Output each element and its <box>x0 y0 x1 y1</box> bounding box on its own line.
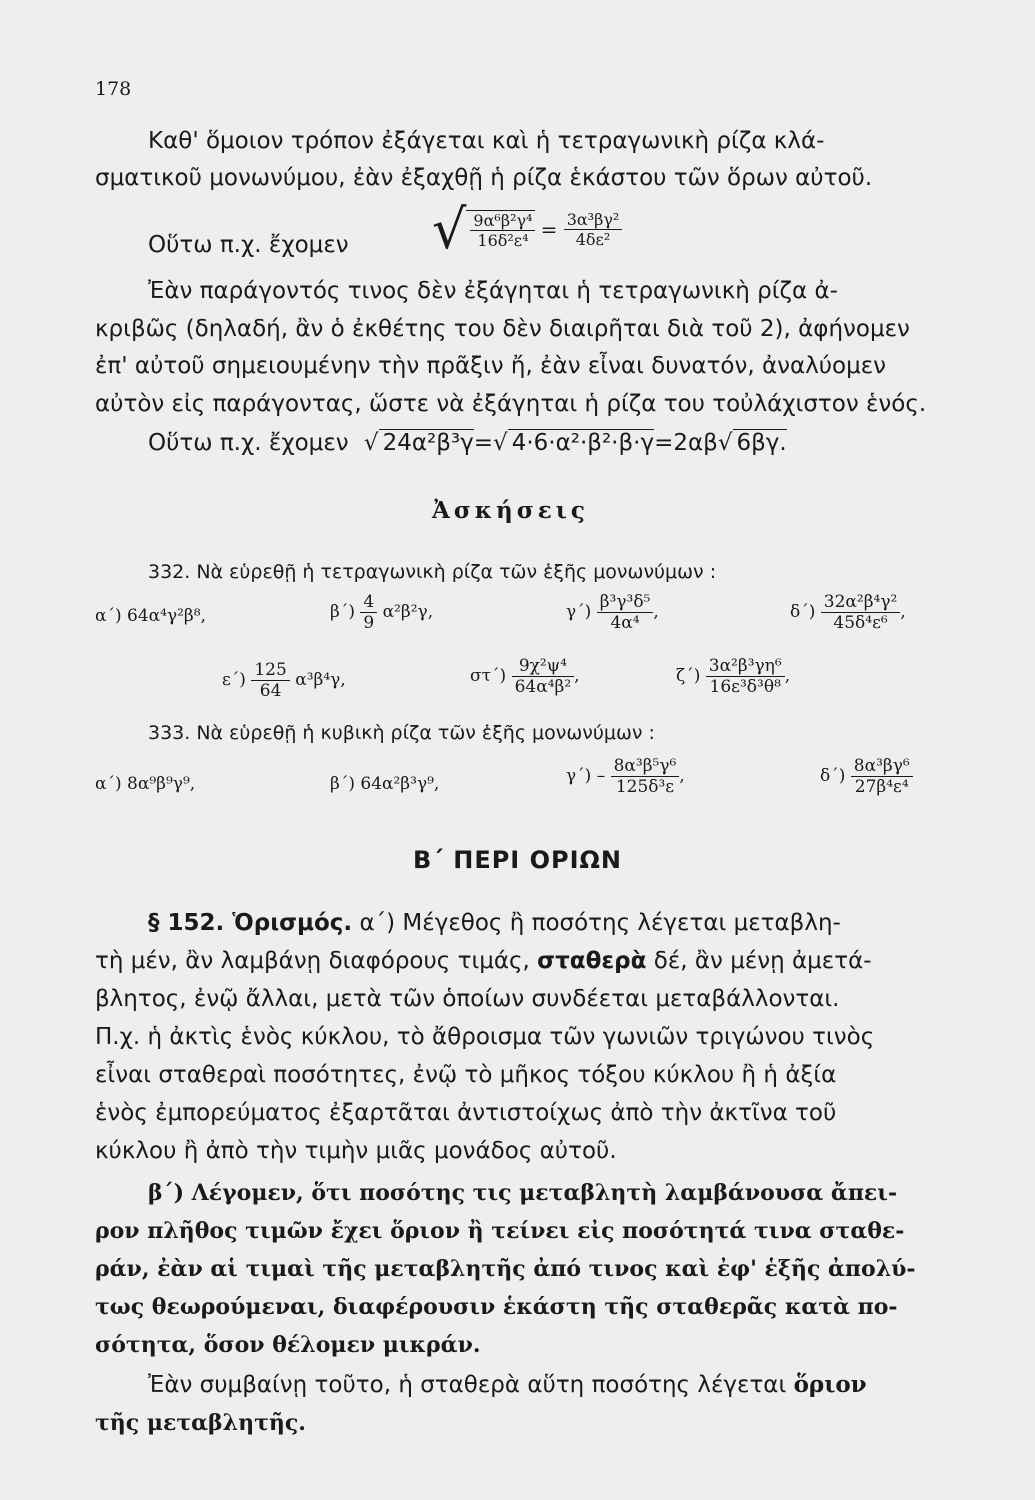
example-2-coefficient: =2αβ <box>654 430 718 456</box>
section-title: Β΄ ΠΕΡΙ ΟΡΙΩΝ <box>412 846 622 874</box>
item-tail: , <box>784 666 791 686</box>
exercise-332-d <box>790 592 906 633</box>
item-numerator: 8α³βγ⁶ <box>851 756 913 777</box>
limit-definition-line-5: σότητα, ὅσον θέλομεν μικράν. <box>95 1332 481 1358</box>
definition-line-3: βλητος, ἐνῷ ἄλλαι, μετὰ τῶν ὁποίων συνδέεται μεταβάλλονται. <box>95 986 840 1012</box>
closing-line-1 <box>148 1370 867 1400</box>
limit-definition-line-1: β΄) Λέγομεν, ὅτι ποσότης τις μεταβλητὴ λαμβάνουσα ἄπει- <box>148 1180 898 1206</box>
item-denominator: 9 <box>363 613 375 633</box>
item-label: ζ΄) <box>676 666 701 686</box>
exercise-333-b <box>330 774 439 794</box>
example-1-result <box>564 210 623 249</box>
item-fraction <box>512 656 575 697</box>
definition-line-4: Π.χ. ἡ ἀκτὶς ἑνὸς κύκλου, τὸ ἄθροισμα τῶν γωνιῶν τριγώνου τινὸς <box>95 1024 875 1050</box>
item-label: γ΄) – <box>566 766 606 786</box>
radical-sign-icon: √ <box>493 430 508 456</box>
exercise-332-b <box>330 592 433 633</box>
example-1-denominator: 16δ²ε⁴ <box>477 230 529 250</box>
exercise-332-a <box>95 606 206 626</box>
definition-line-6: ἑνὸς ἐμπορεύματος ἐξαρτᾶται ἀντιστοίχως ἀπὸ τὴν ἀκτῖνα τοῦ <box>95 1100 837 1126</box>
item-label: β΄) <box>330 602 355 622</box>
example-1-prefix: Οὕτω π.χ. ἔχομεν <box>148 232 349 258</box>
item-label: στ΄) <box>470 666 507 686</box>
item-tail: α²β²γ, <box>382 602 434 622</box>
intro-line-1: Καθ' ὅμοιον τρόπον ἐξάγεται καὶ ἡ τετραγωνικὴ ρίζα κλά- <box>148 128 825 154</box>
item-numerator: β³γ³δ⁵ <box>597 592 654 613</box>
intro-line-3: Ἐὰν παράγοντός τινος δὲν ἐξάγηται ἡ τετραγωνικὴ ρίζα ἀ- <box>148 278 838 304</box>
intro-line-4: κριβῶς (δηλαδή, ἂν ὁ ἐκθέτης του δὲν διαιρῆται διὰ τοῦ 2), ἀφήνομεν <box>95 316 910 342</box>
example-2 <box>148 428 787 458</box>
item-numerator: 32α²β⁴γ² <box>821 592 901 613</box>
example-2-radicand-b: 4·6·α²·β²·β·γ <box>508 429 654 456</box>
page-number: 178 <box>95 78 132 100</box>
intro-line-2: σματικοῦ μονωνύμου, ἐὰν ἐξαχθῇ ἡ ρίζα ἑκάστου τῶν ὅρων αὐτοῦ. <box>95 165 873 191</box>
radical-sign-icon: √ <box>432 198 467 261</box>
item-denominator: 45δ⁴ε⁶ <box>833 613 888 633</box>
item-denominator: 64α⁴β² <box>514 677 572 697</box>
definition-heading: § 152. Ὁρισμός. <box>148 910 353 936</box>
definition-line-2 <box>95 946 872 976</box>
definition-text: τὴ μέν, ἂν λαμβάνῃ διαφόρους τιμάς, <box>95 948 530 974</box>
example-1-numerator: 9α⁶β²γ⁴ <box>470 211 535 231</box>
intro-line-5: ἐπ' αὐτοῦ σημειουμένην τὴν πρᾶξιν ἤ, ἐὰν εἶναι δυνατόν, ἀναλύομεν <box>95 353 887 379</box>
example-2-prefix: Οὕτω π.χ. ἔχομεν <box>148 430 349 456</box>
limit-definition-line-4: τως θεωρούμεναι, διαφέρουσιν ἑκάστη τῆς σταθερᾶς κατὰ πο- <box>95 1294 898 1320</box>
equals-sign: = <box>473 430 494 456</box>
item-tail: , <box>900 602 906 622</box>
item-denominator: 27β⁴ε⁴ <box>854 777 909 797</box>
definition-text: α΄) Μέγεθος ἢ ποσότης λέγεται μεταβλη- <box>359 910 841 936</box>
equals-sign: = <box>540 217 564 242</box>
exercise-332-g <box>566 592 659 633</box>
item-tail: α³β⁴γ, <box>295 670 346 690</box>
term-constant: σταθερὰ <box>537 948 647 974</box>
closing-line-2: τῆς μεταβλητῆς. <box>95 1410 306 1436</box>
item-label: ε΄) <box>222 670 246 690</box>
example-2-radicand-c: 6βγ. <box>733 429 787 456</box>
exercise-332-e <box>222 660 346 701</box>
definition-text: δέ, ἂν μένῃ ἀμετά- <box>653 948 872 974</box>
exercise-332-st <box>470 656 580 697</box>
definition-line-7: κύκλου ἢ ἀπὸ τὴν τιμὴν μιᾶς μονάδος αὐτοῦ. <box>95 1138 617 1164</box>
intro-line-6: αὐτὸν εἰς παράγοντας, ὥστε νὰ ἐξάγηται ἡ ρίζα του τοὐλάχιστον ἑνός. <box>95 391 927 417</box>
item-label: β΄) <box>330 774 355 794</box>
item-denominator: 64 <box>259 681 282 701</box>
example-1-result-denominator: 4δε² <box>575 230 611 249</box>
item-numerator: 8α³β⁵γ⁶ <box>611 756 680 777</box>
item-expression: 64α⁴γ²β⁸, <box>127 606 206 626</box>
item-expression: 64α²β³γ⁹, <box>360 774 440 794</box>
example-1-result-numerator: 3α³βγ² <box>564 210 623 230</box>
exercise-333-d <box>820 756 913 797</box>
exercise-333-prompt: 333. Νὰ εὑρεθῇ ἡ κυβικὴ ρίζα τῶν ἑξῆς μονωνύμων : <box>148 722 655 744</box>
item-expression: 8α⁹β⁹γ⁹, <box>127 774 196 794</box>
item-label: γ΄) <box>566 602 592 622</box>
item-denominator: 125δ³ε <box>615 777 675 797</box>
term-limit: ὅριον <box>793 1371 867 1398</box>
radical-sign-icon: √ <box>363 430 379 456</box>
example-1-fraction <box>466 210 535 250</box>
exercise-332-z <box>676 656 790 697</box>
radical-sign-icon: √ <box>717 430 733 456</box>
exercise-333-a <box>95 774 195 794</box>
item-fraction <box>611 756 680 797</box>
definition-line-1 <box>148 908 841 938</box>
item-numerator: 3α²β³γη⁶ <box>706 656 785 677</box>
item-label: α΄) <box>95 606 122 626</box>
item-tail: , <box>679 766 685 786</box>
item-tail: , <box>653 602 659 622</box>
item-fraction <box>851 756 913 797</box>
item-fraction <box>360 592 377 633</box>
item-label: α΄) <box>95 774 122 794</box>
closing-text: Ἐὰν συμβαίνῃ τοῦτο, ἡ σταθερὰ αὕτη ποσότης λέγεται <box>148 1372 787 1398</box>
item-denominator: 4α⁴ <box>610 613 640 633</box>
limit-definition-line-3: ράν, ἐὰν αἱ τιμαὶ τῆς μεταβλητῆς ἀπό τινος καὶ ἐφ' ἑξῆς ἀπολύ- <box>95 1256 916 1282</box>
example-2-radicand-a: 24α²β³γ <box>379 429 474 456</box>
item-fraction <box>706 656 785 697</box>
item-label: δ΄) <box>790 602 816 622</box>
item-fraction <box>597 592 654 633</box>
exercise-333-g <box>566 756 685 797</box>
item-numerator: 4 <box>360 592 377 613</box>
item-denominator: 16ε³δ³θ⁸ <box>709 677 781 697</box>
item-fraction <box>821 592 901 633</box>
item-fraction <box>251 660 289 701</box>
definition-line-5: εἶναι σταθεραὶ ποσότητες, ἐνῷ τὸ μῆκος τόξου κύκλου ἢ ἡ ἀξία <box>95 1062 837 1088</box>
item-numerator: 125 <box>251 660 289 681</box>
item-tail: , <box>574 666 580 686</box>
item-label: δ΄) <box>820 766 846 786</box>
limit-definition-line-2: ρον πλῆθος τιμῶν ἔχει ὅριον ἢ τείνει εἰς ποσότητά τινα σταθε- <box>95 1218 905 1244</box>
example-1-formula <box>432 198 622 261</box>
item-numerator: 9χ²ψ⁴ <box>512 656 575 677</box>
exercise-332-prompt: 332. Νὰ εὑρεθῇ ἡ τετραγωνικὴ ρίζα τῶν ἑξῆς μονωνύμων : <box>148 561 717 583</box>
exercises-heading: Ἀσκήσεις <box>432 497 589 524</box>
